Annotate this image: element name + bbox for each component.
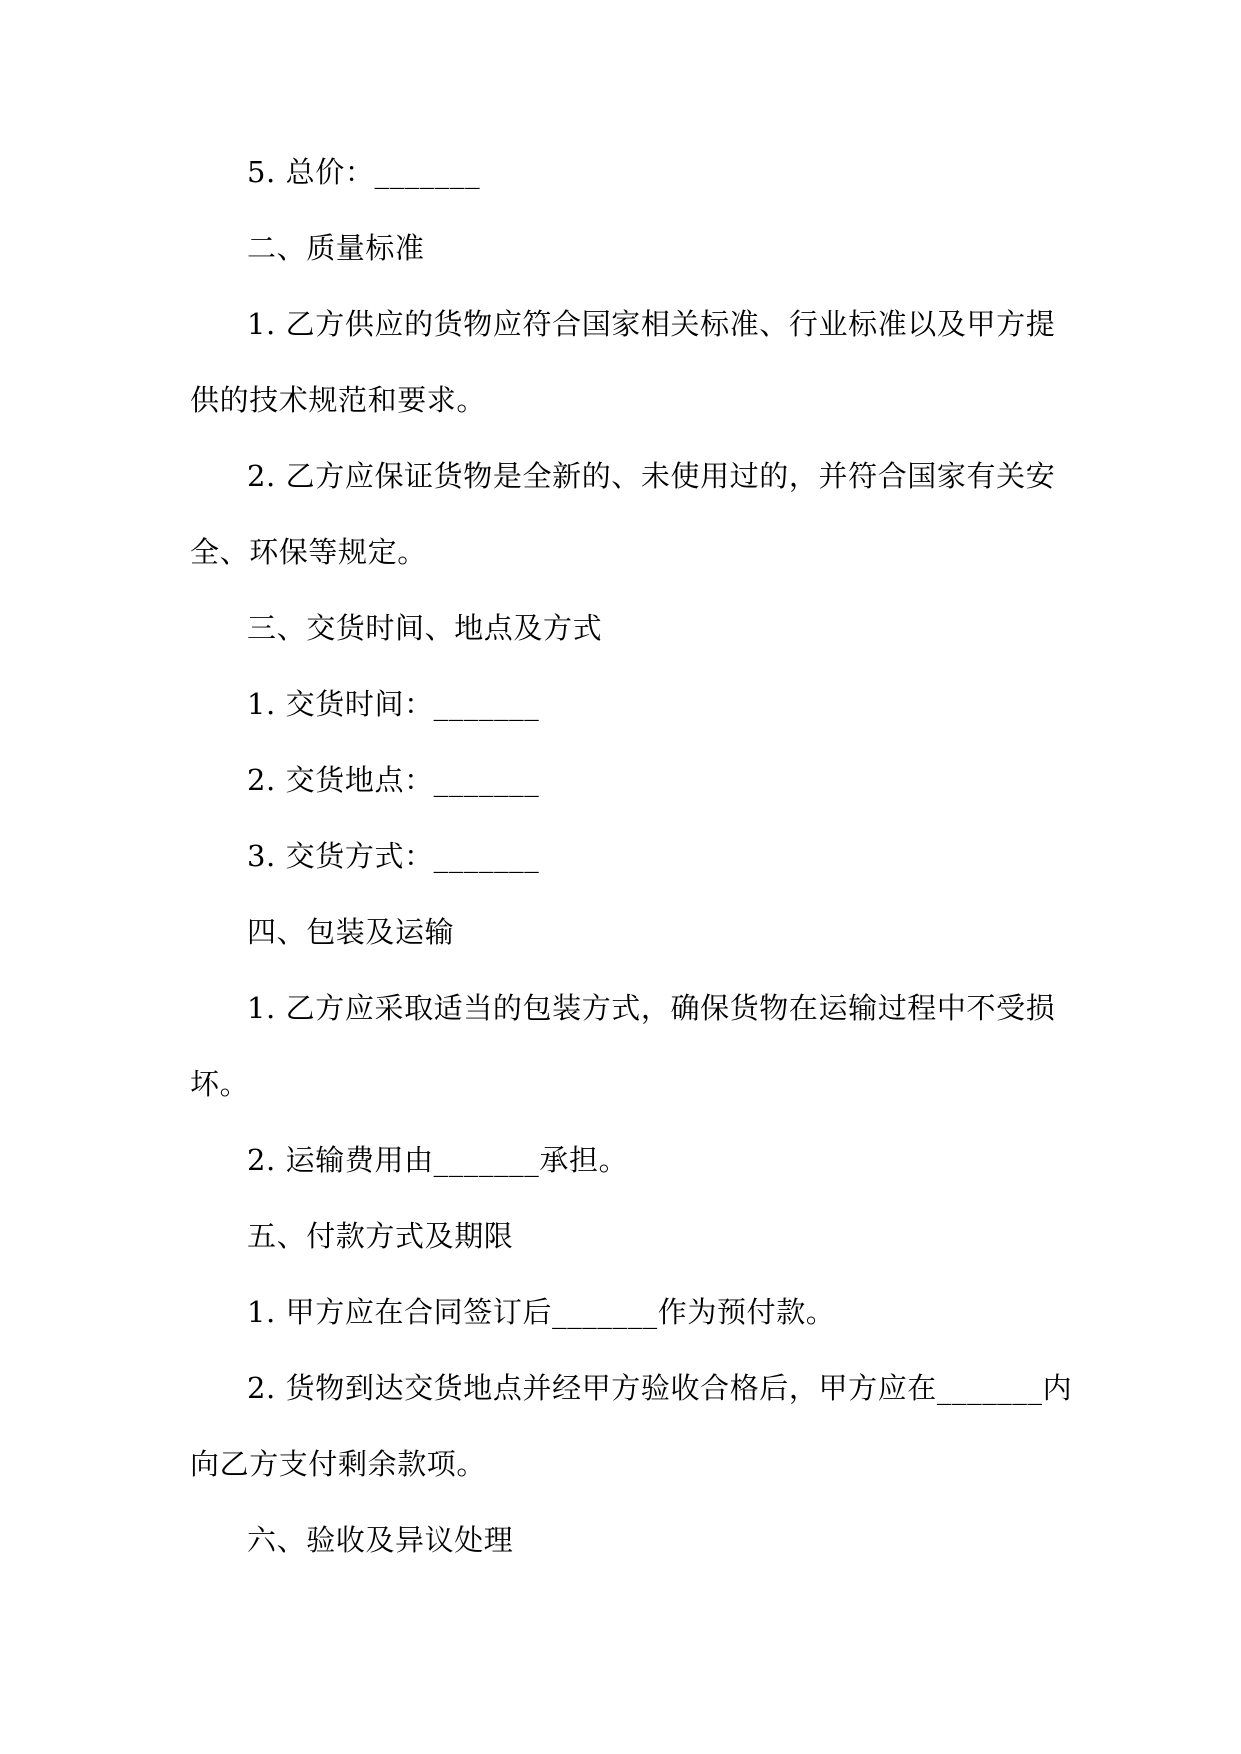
item-prepayment: 1. 甲方应在合同签订后_______作为预付款。 [247,1295,836,1329]
item-delivery-location: 2. 交货地点：_______ [247,763,540,797]
item-delivery-time: 1. 交货时间：_______ [247,687,540,721]
paragraph-line: 供的技术规范和要求。 [190,383,487,417]
item-total-price: 5. 总价：_______ [247,155,481,189]
item-transport-cost: 2. 运输费用由_______承担。 [247,1143,629,1177]
section-heading-delivery: 三、交货时间、地点及方式 [247,611,603,645]
paragraph-line: 2. 乙方应保证货物是全新的、未使用过的，并符合国家有关安 [247,459,1056,493]
section-heading-acceptance: 六、验收及异议处理 [247,1523,514,1557]
paragraph-line: 2. 货物到达交货地点并经甲方验收合格后，甲方应在_______内 [247,1371,1073,1405]
item-delivery-method: 3. 交货方式：_______ [247,839,540,873]
paragraph-line: 1. 乙方应采取适当的包装方式，确保货物在运输过程中不受损 [247,991,1056,1025]
paragraph-line: 1. 乙方供应的货物应符合国家相关标准、行业标准以及甲方提 [247,307,1056,341]
section-heading-packaging: 四、包装及运输 [247,915,455,949]
paragraph-line: 坏。 [190,1067,250,1101]
section-heading-payment: 五、付款方式及期限 [247,1219,514,1253]
section-heading-quality-standard: 二、质量标准 [247,231,425,265]
paragraph-line: 全、环保等规定。 [190,535,427,569]
paragraph-line: 向乙方支付剩余款项。 [190,1447,487,1481]
